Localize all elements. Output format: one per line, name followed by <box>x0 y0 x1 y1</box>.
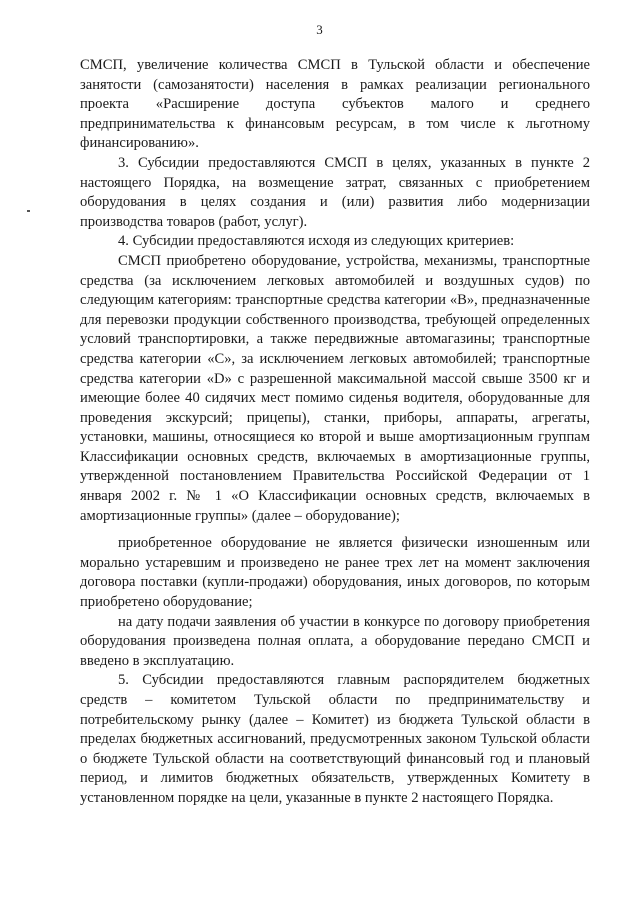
page-number: 3 <box>316 22 323 37</box>
margin-mark <box>27 210 30 212</box>
document-body <box>80 56 590 809</box>
paragraph-criterion-not-worn: приобретенное оборудование не является физически изношенным или морально устаревшим и произведено не ранее трех лет на момент заключения договора поставки (купли-продажи) оборудования, иных договоров, по которым приобретено оборудование; <box>80 535 590 611</box>
paragraph-item-5: 5. Субсидии предоставляются главным распорядителем бюджетных средств – комитетом Тульской области по предпринимательству и потребительскому рынку (далее – Комитет) из бюджета Тульской области в пределах бюджетных ассигнований, предусмотренных законом Тульской области о бюджете Тульской области на соответствующий финансовый год и плановый период, и лимитов бюджетных обязательств, утвержденных Комитету в установленном порядке на цели, указанные в пункте 2 настоящего Порядка. <box>80 672 590 806</box>
paragraph-item-4: 4. Субсидии предоставляются исходя из следующих критериев: <box>118 233 515 250</box>
paragraph-criterion-equipment: СМСП приобретено оборудование, устройства, механизмы, транспортные средства (за исключением легковых автомобилей и воздушных судов) по следующим категориям: транспортные средства категории «B», предназначенные для перевозки продукции собственного производства, требующей определенных условий транспортировки, а также передвижные автомагазины; транспортные средства категории «С», за исключением легковых автомобилей; транспортные средства категории «D» с разрешенной максимальной массой свыше 3500 кг и имеющие более 40 сидячих мест помимо сиденья водителя, оборудованные для проведения экскурсий; прицепы), станки, приборы, аппараты, агрегаты, установки, машины, относящиеся ко второй и выше амортизационным группам Классификации основных средств, включаемых в амортизационные группы, утвержденной постановлением Правительства Российской Федерации от 1 января 2002 г. № 1 «О Классификации основных средств, включаемых в амортизационные группы» (далее – оборудование); <box>80 252 590 524</box>
paragraph-continuation: СМСП, увеличение количества СМСП в Тульской области и обеспечение занятости (самозанятости) населения в рамках реализации регионального проекта «Расширение доступа субъектов малого и среднего предпринимательства к финансовым ресурсам, в том числе к льготному финансированию». <box>80 57 590 152</box>
paragraph-item-3: 3. Субсидии предоставляются СМСП в целях, указанных в пункте 2 настоящего Порядка, на возмещение затрат, связанных с приобретением оборудования в целях создания и (или) развития либо модернизации производства товаров (работ, услуг). <box>80 154 590 230</box>
paragraph-criterion-payment: на дату подачи заявления об участии в конкурсе по договору приобретения оборудования произведена полная оплата, а оборудование передано СМСП и введено в эксплуатацию. <box>80 613 590 669</box>
